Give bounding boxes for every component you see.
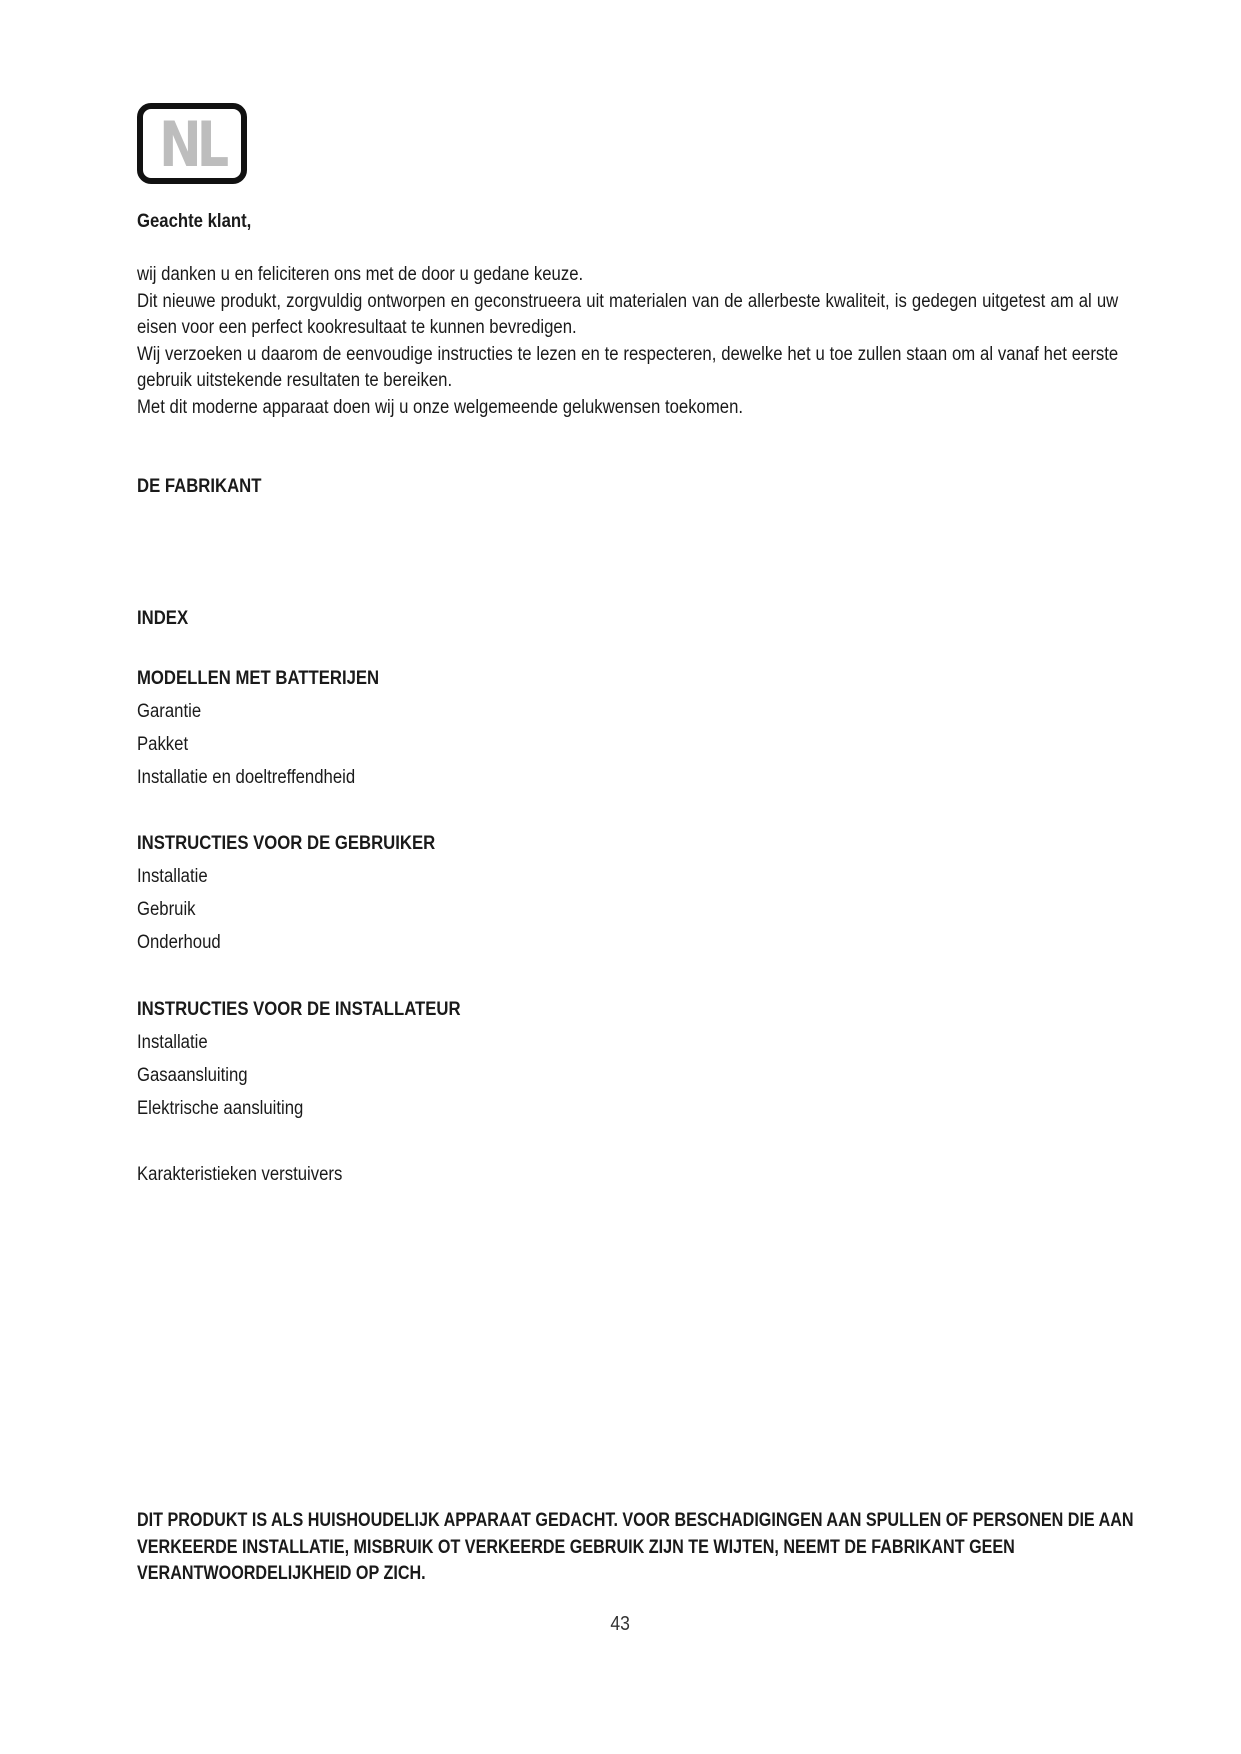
index-item: Onderhoud [137, 932, 221, 953]
index-section-heading: MODELLEN MET BATTERIJEN [137, 668, 380, 689]
page-number-label: 43 [610, 1613, 631, 1635]
index-section-heading: INSTRUCTIES VOOR DE INSTALLATEUR [137, 999, 461, 1020]
intro-paragraph [137, 262, 1118, 421]
language-badge-label: NL [159, 107, 225, 181]
index-item: Installatie [137, 1032, 208, 1053]
greeting: Geachte klant, [137, 211, 252, 232]
index-item: Installatie en doeltreffendheid [137, 767, 356, 788]
signature: DE FABRIKANT [137, 476, 262, 497]
intro-line-1: wij danken u en feliciteren ons met de door u gedane keuze. [137, 264, 584, 285]
liability-warning: DIT PRODUKT IS ALS HUISHOUDELIJK APPARAAT GEDACHT. VOOR BESCHADIGINGEN AAN SPULLEN OF PERSONEN DIE AAN VERKEERDE INSTALLATIE, MISBRUIK OT VERKEERDE GEBRUIK ZIJN TE WIJTEN, NEEMT DE FABRIKANT GEEN VERANTWOORDELIJKHEID OP ZICH. [137, 1510, 1134, 1584]
index-item: Installatie [137, 866, 208, 887]
index-item: Gebruik [137, 899, 196, 920]
index-item: Elektrische aansluiting [137, 1098, 304, 1119]
index-item: Pakket [137, 734, 189, 755]
index-extra-item: Karakteristieken verstuivers [137, 1164, 343, 1185]
index-item: Gasaansluiting [137, 1065, 248, 1086]
intro-line-3: Wij verzoeken u daarom de eenvoudige instructies te lezen en te respecteren, dewelke het u toe zullen staan om al vanaf het eerste gebruik uitstekende resultaten te bereiken. [137, 343, 1119, 391]
intro-line-2: Dit nieuwe produkt, zorgvuldig ontworpen en geconstrueera uit materialen van de allerbeste kwaliteit, is gedegen uitgetest am al uw eisen voor een perfect kookresultaat te kunnen bevredigen. [137, 290, 1119, 338]
index-item: Garantie [137, 701, 202, 722]
index-title: INDEX [137, 608, 189, 629]
language-badge [137, 103, 247, 184]
intro-line-4: Met dit moderne apparaat doen wij u onze welgemeende gelukwensen toekomen. [137, 396, 744, 418]
index-section-heading: INSTRUCTIES VOOR DE GEBRUIKER [137, 833, 436, 854]
page-number [0, 1613, 1241, 1636]
